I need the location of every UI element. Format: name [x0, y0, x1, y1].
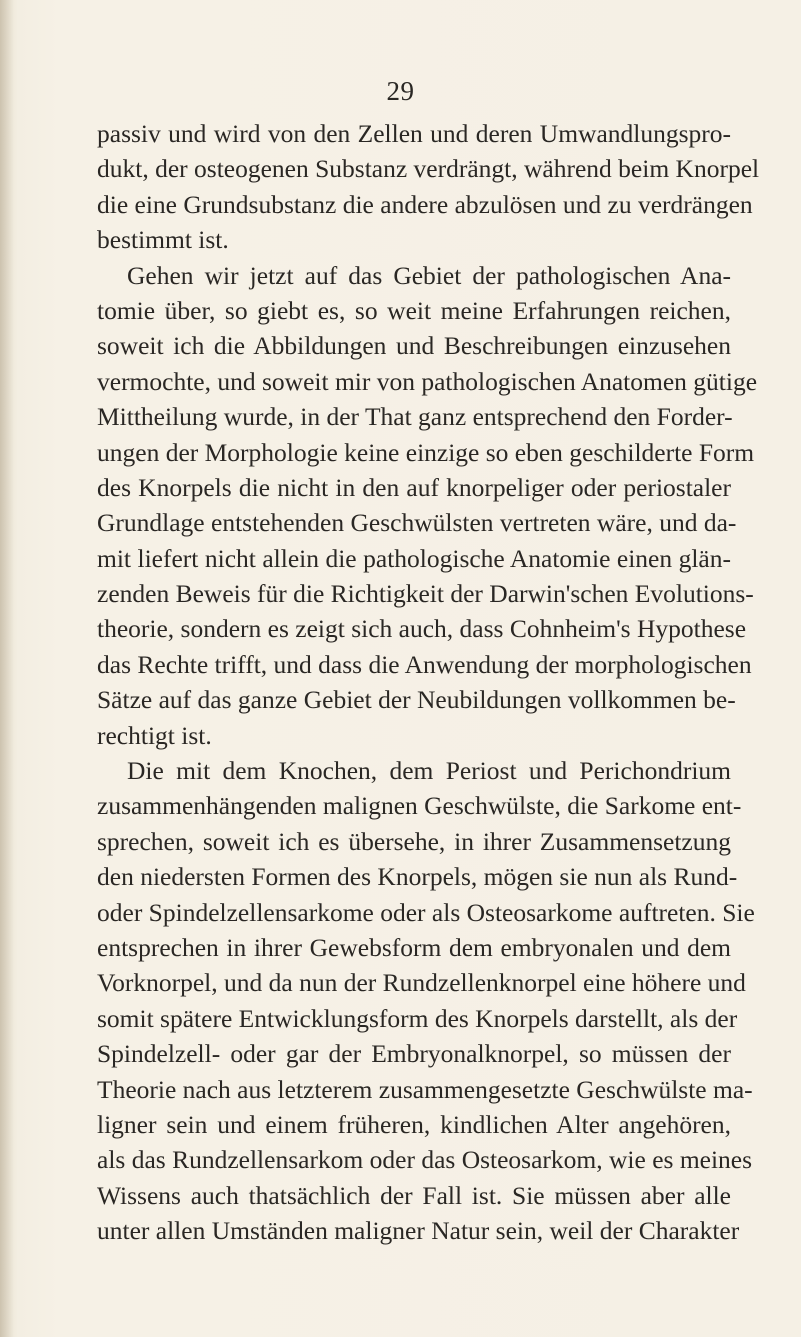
text-line: Spindelzell- oder gar der Embryonalknorpel, so müssen der	[97, 1039, 731, 1069]
text-line: entsprechen in ihrer Gewebsform dem embryonalen und dem	[97, 932, 731, 962]
text-line: unter allen Umständen maligner Natur sein, weil der Charakter	[97, 1216, 740, 1246]
text-line: vermochte, und soweit mir von pathologischen Anatomen gütige	[97, 366, 758, 396]
text-line: das Rechte trifft, und dass die Anwendung der morphologischen	[97, 649, 752, 679]
text-line: passiv und wird von den Zellen und deren Umwandlungspro-	[97, 119, 731, 148]
text-line: zenden Beweis für die Richtigkeit der Darwin'schen Evolutions-	[97, 579, 754, 609]
text-line: als das Rundzellensarkom oder das Osteosarkom, wie es meines	[97, 1145, 753, 1175]
text-line: Sätze auf das ganze Gebiet der Neubildungen vollkommen be-	[97, 685, 736, 715]
text-line: zusammenhängenden malignen Geschwülste, die Sarkome ent-	[97, 791, 742, 821]
text-line: ligner sein und einem früheren, kindlichen Alter angehören,	[97, 1109, 731, 1139]
text-line: die eine Grundsubstanz die andere abzulösen und zu verdrängen	[97, 189, 753, 219]
page-number: 29	[386, 76, 415, 106]
text-line: Wissens auch thatsächlich der Fall ist. Sie müssen aber alle	[97, 1180, 731, 1210]
text-line: oder Spindelzellensarkome oder als Osteosarkome auftreten. Sie	[97, 897, 755, 927]
text-line: sprechen, soweit ich es übersehe, in ihrer Zusammensetzung	[97, 826, 731, 856]
text-line: den niedersten Formen des Knorpels, mögen sie nun als Rund-	[97, 862, 738, 892]
text-line: bestimmt ist.	[97, 225, 229, 255]
text-line: Mittheilung wurde, in der That ganz entsprechend den Forder-	[97, 402, 733, 432]
text-line: ungen der Morphologie keine einzige so eben geschilderte Form	[97, 437, 755, 467]
text-line: rechtigt ist.	[97, 720, 212, 750]
text-line: Die mit dem Knochen, dem Periost und Perichondrium	[127, 756, 731, 786]
text-line: Vorknorpel, und da nun der Rundzellenknorpel eine höhere und	[97, 968, 746, 998]
gutter-shadow	[0, 0, 14, 1337]
text-line: tomie über, so giebt es, so weit meine Erfahrungen reichen,	[97, 295, 731, 325]
text-line: dukt, der osteogenen Substanz verdrängt, während beim Knorpel	[97, 154, 760, 184]
body-text	[97, 116, 760, 1249]
text-line: soweit ich die Abbildungen und Beschreibungen einzusehen	[97, 331, 731, 361]
text-line: Theorie nach aus letzterem zusammengesetzte Geschwülste ma-	[97, 1074, 753, 1104]
text-line: Grundlage entstehenden Geschwülsten vertreten wäre, und da-	[97, 508, 737, 538]
text-line: mit liefert nicht allein die pathologische Anatomie einen glän-	[97, 543, 731, 573]
text-line: Gehen wir jetzt auf das Gebiet der pathologischen Ana-	[127, 260, 731, 290]
text-line: des Knorpels die nicht in den auf knorpeliger oder periostaler	[97, 472, 731, 502]
text-line: somit spätere Entwicklungsform des Knorpels darstellt, als der	[97, 1003, 738, 1033]
text-line: theorie, sondern es zeigt sich auch, dass Cohnheim's Hypothese	[97, 614, 747, 644]
